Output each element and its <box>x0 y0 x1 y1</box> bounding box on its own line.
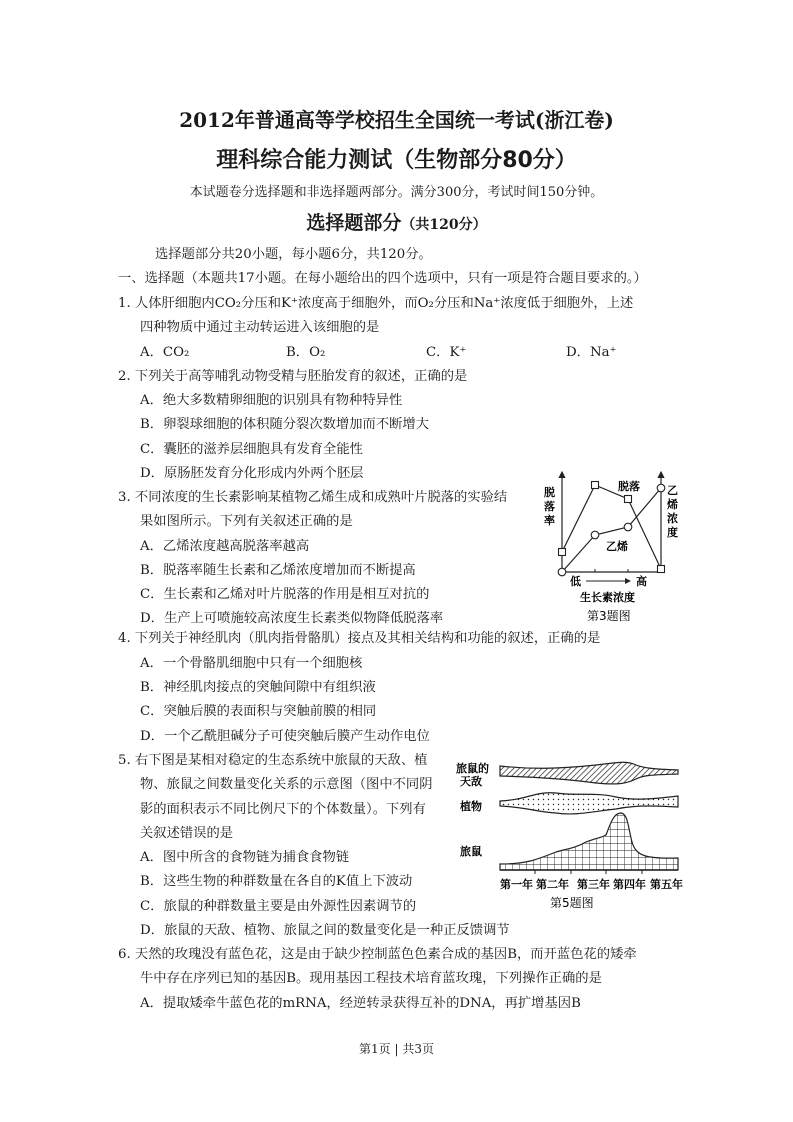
ethylene-line <box>562 488 661 572</box>
question-number: 3. <box>118 490 131 505</box>
figure-3-chart <box>540 468 700 628</box>
question-stem: 右下图是某相对稳定的生态系统中旅鼠的天敌、植 <box>134 753 428 768</box>
option-d: D．Na⁺ <box>566 345 617 360</box>
year-label: 第三年 <box>577 878 610 891</box>
x-axis-label: 生长素浓度 <box>580 591 635 604</box>
option-b: B．脱落率随生长素和乙烯浓度增加而不断提高 <box>140 563 416 578</box>
figure-3-caption: 第3题图 <box>587 609 631 623</box>
option-b: B．卵裂球细胞的体积随分裂次数增加而不断增大 <box>140 417 430 432</box>
year-label: 第五年 <box>650 878 683 891</box>
abscission-point <box>592 482 599 489</box>
abscission-point <box>559 549 566 556</box>
question-stem: 天然的玫瑰没有蓝色花，这是由于缺少控制蓝色色素合成的基因B，而开蓝色花的矮牵 <box>134 947 637 962</box>
question-number: 1. <box>118 296 131 311</box>
question-stem: 不同浓度的生长素影响某植物乙烯生成和成熟叶片脱落的实验结 <box>134 490 508 505</box>
left-axis-label-2: 落 <box>544 500 555 513</box>
right-axis-label-1: 乙 <box>667 484 678 497</box>
question-2 <box>118 365 467 390</box>
question-number: 2. <box>118 369 131 384</box>
right-axis-label-4: 度 <box>667 526 678 539</box>
figure-5-caption: 第5题图 <box>550 896 594 910</box>
question-stem: 下列关于高等哺乳动物受精与胚胎发育的叙述，正确的是 <box>134 369 468 384</box>
option-d: D．生产上可喷施较高浓度生长素类似物降低脱落率 <box>140 611 444 626</box>
year-label: 第一年 <box>500 878 533 891</box>
left-axis-label-3: 率 <box>544 514 555 527</box>
section-score: （共120分） <box>401 217 487 233</box>
row-label-predator-2: 天敌 <box>460 775 482 788</box>
lemming-population-area <box>500 813 678 870</box>
part-heading: 一、选择题（本题共17小题。在每小题给出的四个选项中，只有一项是符合题目要求的。） <box>118 271 647 286</box>
exam-subtitle: 理科综合能力测试（生物部分80分） <box>216 148 577 173</box>
question-stem: 人体肝细胞内CO₂分压和K⁺浓度高于细胞外，而O₂分压和Na⁺浓度低于细胞外，上述 <box>134 296 634 311</box>
question-number: 4. <box>118 631 131 646</box>
question-6 <box>118 943 637 968</box>
question-number: 5. <box>118 753 131 768</box>
question-stem: 下列关于神经肌肉（肌肉指骨骼肌）接点及其相关结构和功能的叙述，正确的是 <box>134 631 601 646</box>
x-low-label: 低 <box>570 575 581 588</box>
exam-title: 2012年普通高等学校招生全国统一考试(浙江卷) <box>179 108 614 132</box>
ethylene-point <box>591 531 599 539</box>
right-axis-label-2: 烯 <box>667 498 678 511</box>
option-a: A．一个骨骼肌细胞中只有一个细胞核 <box>140 656 363 671</box>
option-a: A．乙烯浓度越高脱落率越高 <box>140 539 310 554</box>
question-stem-line: 物、旅鼠之间数量变化关系的示意图（图中不同阴 <box>140 777 433 792</box>
option-d: D．一个乙酰胆碱分子可使突触后膜产生动作电位 <box>140 729 430 744</box>
section-title <box>0 208 793 235</box>
right-axis-label-3: 浓 <box>667 512 678 525</box>
option-b: B．神经肌肉接点的突触间隙中有组织液 <box>140 680 376 695</box>
option-b: B．这些生物的种群数量在各自的K值上下波动 <box>140 874 413 889</box>
option-a: A．绝大多数精卵细胞的识别具有物种特异性 <box>140 393 403 408</box>
row-label-plant: 植物 <box>460 800 482 813</box>
row-label-predator-1: 旅鼠的 <box>456 762 489 775</box>
year-label: 第四年 <box>613 878 646 891</box>
option-c: C．生长素和乙烯对叶片脱落的作用是相互对抗的 <box>140 587 430 602</box>
question-stem-line: 影的面积表示不同比例尺下的个体数量）。下列有 <box>140 802 426 817</box>
section-note: 选择题部分共20小题，每小题6分，共120分。 <box>155 247 432 262</box>
x-high-label: 高 <box>636 575 647 588</box>
question-4 <box>118 627 600 652</box>
question-stem-line: 果如图所示。下列有关叙述正确的是 <box>140 514 353 529</box>
option-a: A．图中所含的食物链为捕食食物链 <box>140 850 350 865</box>
question-5 <box>118 749 427 774</box>
figure-5-diagram <box>456 752 700 912</box>
ethylene-point <box>657 484 665 492</box>
series-label-abscission: 脱落 <box>618 480 640 493</box>
question-stem-line: 四种物质中通过主动转运进入该细胞的是 <box>140 320 380 335</box>
exam-intro: 本试题卷分选择题和非选择题两部分。满分300分，考试时间150分钟。 <box>189 185 604 200</box>
question-stem-line: 牛中存在序列已知的基因B。现用基因工程技术培育蓝玫瑰，下列操作正确的是 <box>140 971 602 986</box>
option-a: A．CO₂ <box>140 345 190 360</box>
row-label-lemming: 旅鼠 <box>460 845 482 858</box>
section-title-text: 选择题部分 <box>306 212 402 234</box>
left-axis-label-1: 脱 <box>544 486 555 499</box>
question-stem-line: 关叙述错误的是 <box>140 826 234 841</box>
question-number: 6. <box>118 947 131 962</box>
option-a: A．提取矮牵牛蓝色花的mRNA，经逆转录获得互补的DNA，再扩增基因B <box>140 996 581 1011</box>
page-footer: 第1页 | 共3页 <box>359 1042 434 1056</box>
abscission-line <box>562 485 661 569</box>
question-1 <box>118 292 633 317</box>
ethylene-point <box>624 523 632 531</box>
option-c: C．突触后膜的表面积与突触前膜的相同 <box>140 704 377 719</box>
ethylene-point <box>558 568 566 576</box>
option-c: C．旅鼠的种群数量主要是由外源性因素调节的 <box>140 899 417 914</box>
question-3 <box>118 486 507 511</box>
year-label: 第二年 <box>536 878 569 891</box>
option-d: D．旅鼠的天敌、植物、旅鼠之间的数量变化是一种正反馈调节 <box>140 923 510 938</box>
abscission-point <box>658 566 665 573</box>
option-d: D．原肠胚发育分化形成内外两个胚层 <box>140 466 364 481</box>
plant-population-band <box>500 793 678 814</box>
series-label-ethylene: 乙烯 <box>606 540 628 553</box>
option-b: B．O₂ <box>286 345 326 360</box>
predator-population-band <box>500 762 678 784</box>
option-c: C．囊胚的滋养层细胞具有发育全能性 <box>140 442 363 457</box>
abscission-point <box>625 496 632 503</box>
option-c: C．K⁺ <box>426 345 467 360</box>
